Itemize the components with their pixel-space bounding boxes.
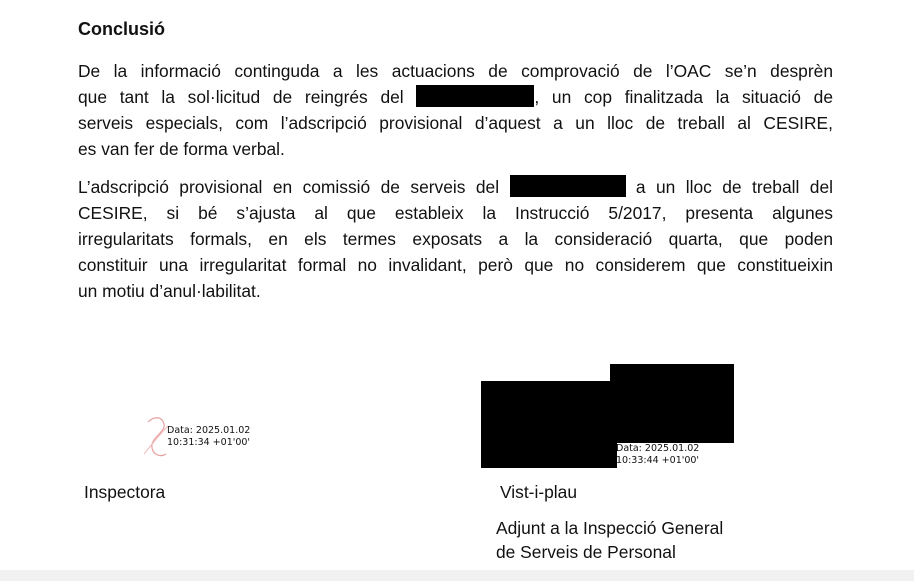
paragraph-line: CESIRE, si bé s’ajusta al que estableix la Instrucció 5/2017, presenta algunes — [78, 203, 833, 223]
signer-role-right-line1: Adjunt a la Inspecció General — [496, 518, 724, 538]
paragraph-line: constituir una irregularitat formal no invalidant, però que no considerem que constitueixin — [78, 255, 833, 275]
paragraph-line: irregularitats formals, en els termes exposats a la consideració quarta, que poden — [78, 229, 833, 249]
paragraph-line: serveis especials, com l’adscripció provisional d’aquest a un lloc de treball al CESIRE, — [78, 113, 833, 133]
redacted-name — [416, 85, 534, 107]
conclusion-paragraph-1 — [78, 58, 833, 162]
signer-role-right-line2: de Serveis de Personal — [496, 542, 676, 562]
paragraph-text: que tant la sol·licitud de reingrés del — [78, 87, 404, 107]
signature-date-line: Data: 2025.01.02 — [616, 443, 700, 454]
conclusion-paragraph-2 — [78, 174, 833, 304]
paragraph-line: es van fer de forma verbal. — [78, 139, 285, 159]
paragraph-line: un motiu d’anul·labilitat. — [78, 281, 261, 301]
redacted-signature-image — [610, 364, 734, 443]
paragraph-text: , un cop finalitzada la situació de — [534, 87, 833, 107]
redacted-name — [510, 175, 626, 197]
paragraph-line — [78, 174, 833, 200]
signature-date-right — [616, 443, 699, 467]
signature-time-line: 10:33:44 +01'00' — [616, 455, 700, 466]
paragraph-line — [78, 84, 833, 110]
paragraph-line: De la informació continguda a les actuacions de comprovació de l’OAC se’n desprèn — [78, 61, 833, 81]
page-bottom-edge — [0, 570, 914, 581]
signature-date-line: Data: 2025.01.02 — [167, 425, 251, 436]
signature-date-left — [167, 425, 250, 449]
signature-time-line: 10:31:34 +01'00' — [167, 437, 251, 448]
paragraph-text: L’adscripció provisional en comissió de serveis del — [78, 177, 500, 197]
section-heading: Conclusió — [78, 19, 166, 39]
signer-role-left: Inspectora — [84, 482, 166, 502]
approval-label: Vist-i-plau — [500, 482, 578, 502]
paragraph-text: a un lloc de treball del — [635, 177, 833, 197]
redacted-signature-image — [481, 381, 617, 468]
